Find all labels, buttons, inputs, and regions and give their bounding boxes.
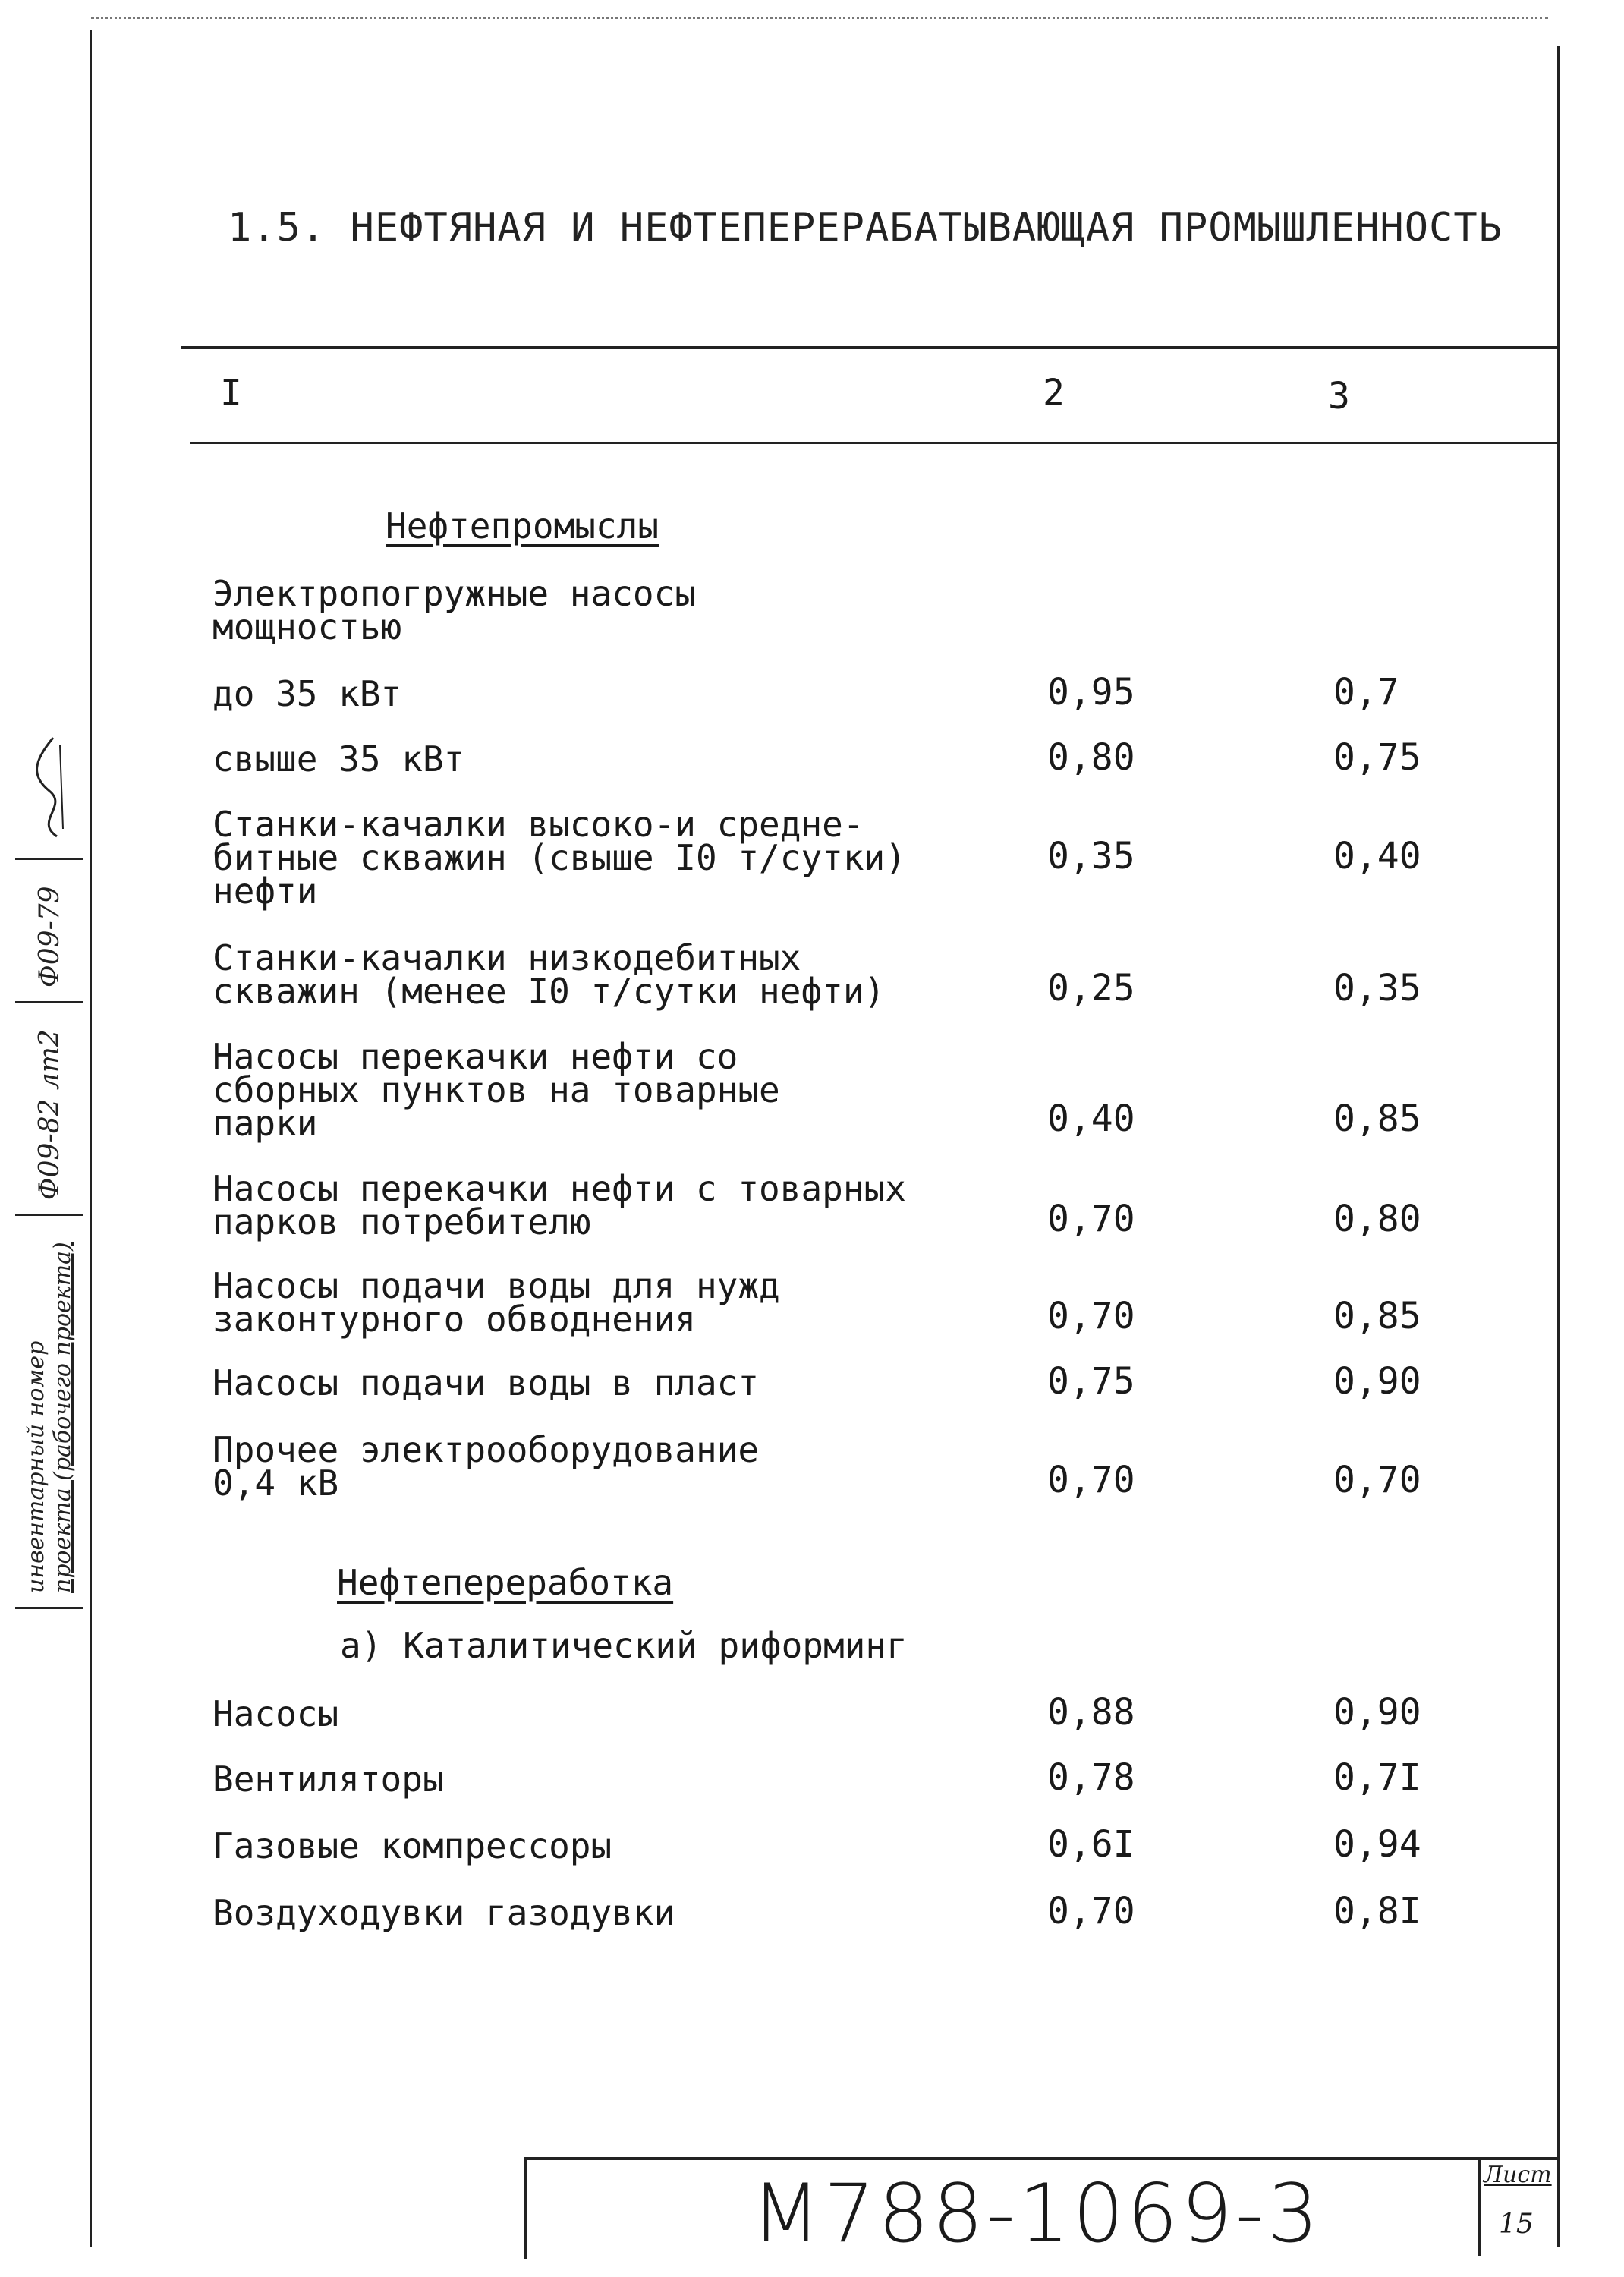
row-value-col2: 0,70 xyxy=(1047,1198,1135,1240)
row-label-transfer-pumps-consumer: Насосы перекачки нефти с товарных парков потребителю xyxy=(212,1168,906,1242)
row-value-col2: 0,70 xyxy=(1047,1890,1135,1932)
row-value-col3: 0,8I xyxy=(1333,1890,1421,1932)
column-header-2: 2 xyxy=(1043,372,1065,414)
row-value-col3: 0,35 xyxy=(1333,967,1421,1009)
row-label-water-pumps-contour: Насосы подачи воды для нужд законтурного обводнения xyxy=(212,1265,780,1340)
row-label-over-35kw: свыше 35 кВт xyxy=(212,739,465,779)
row-value-col2: 0,70 xyxy=(1047,1459,1135,1501)
row-value-col3: 0,85 xyxy=(1333,1098,1421,1140)
section-title-oilfields: Нефтепромыслы xyxy=(386,505,659,546)
row-value-col3: 0,75 xyxy=(1333,736,1421,779)
sheet-number: 15 xyxy=(1499,2209,1534,2240)
row-value-col2: 0,80 xyxy=(1047,736,1135,779)
table-header-rule xyxy=(190,442,1559,444)
scan-top-edge xyxy=(91,17,1548,19)
side-stamp-form-2: Ф09-79 xyxy=(15,872,83,1003)
column-header-1: I xyxy=(220,372,242,414)
side-stamp-inventory: инвентарный номер проекта (рабочего проекта) xyxy=(15,1228,83,1609)
row-label-blowers: Воздуходувки газодувки xyxy=(212,1892,675,1933)
row-value-col3: 0,80 xyxy=(1333,1198,1421,1240)
page-title: 1.5. НЕФТЯНАЯ И НЕФТЕПЕРЕРАБАТЫВАЮЩАЯ ПРОМЫШЛЕННОСТЬ xyxy=(228,205,1503,250)
row-value-col3: 0,85 xyxy=(1333,1295,1421,1337)
row-value-col3: 0,7I xyxy=(1333,1756,1421,1799)
row-label-up-to-35kw: до 35 кВт xyxy=(212,673,402,714)
row-value-col2: 0,88 xyxy=(1047,1691,1135,1734)
row-label-fans: Вентиляторы xyxy=(212,1759,444,1800)
row-value-col2: 0,35 xyxy=(1047,835,1135,877)
row-value-col2: 0,6I xyxy=(1047,1823,1135,1866)
row-value-col2: 0,70 xyxy=(1047,1295,1135,1337)
row-value-col3: 0,90 xyxy=(1333,1360,1421,1403)
row-label-submersible-pumps: Электропогружные насосы мощностью xyxy=(212,573,696,647)
row-value-col2: 0,25 xyxy=(1047,967,1135,1009)
row-label-pumpjacks-high: Станки-качалки высоко-и средне- битные скважин (свыше I0 т/сутки) нефти xyxy=(212,804,906,912)
row-value-col3: 0,7 xyxy=(1333,671,1399,713)
section-title-refining: Нефтепереработка xyxy=(337,1562,674,1603)
row-value-col3: 0,70 xyxy=(1333,1459,1421,1501)
row-label-pumpjacks-low: Станки-качалки низкодебитных скважин (менее I0 т/сутки нефти) xyxy=(212,937,886,1012)
row-value-col2: 0,78 xyxy=(1047,1756,1135,1799)
sheet-label: Лист xyxy=(1484,2162,1552,2188)
column-header-3: 3 xyxy=(1328,375,1350,417)
signature xyxy=(15,716,83,860)
section-subtitle-reforming: а) Каталитический риформинг xyxy=(340,1625,908,1666)
row-value-col3: 0,40 xyxy=(1333,835,1421,877)
row-value-col3: 0,90 xyxy=(1333,1691,1421,1734)
row-label-other-equipment: Прочее электрооборудование 0,4 кВ xyxy=(212,1429,760,1504)
row-label-pumps: Насосы xyxy=(212,1693,339,1734)
row-label-water-pumps-reservoir: Насосы подачи воды в пласт xyxy=(212,1362,760,1403)
row-value-col3: 0,94 xyxy=(1333,1823,1421,1866)
row-label-gas-compressors: Газовые компрессоры xyxy=(212,1825,612,1866)
row-value-col2: 0,95 xyxy=(1047,671,1135,713)
row-value-col2: 0,75 xyxy=(1047,1360,1135,1403)
row-label-transfer-pumps-collection: Насосы перекачки нефти со сборных пунктов на товарные парки xyxy=(212,1036,780,1144)
side-stamp-form-1: Ф09-82 лт2 xyxy=(15,1016,83,1216)
document-code: М788-1069-3 xyxy=(751,2167,1322,2260)
frame-right-border xyxy=(1557,46,1560,2247)
table-top-rule xyxy=(181,346,1559,349)
row-value-col2: 0,40 xyxy=(1047,1098,1135,1140)
side-stamp xyxy=(8,395,91,1609)
